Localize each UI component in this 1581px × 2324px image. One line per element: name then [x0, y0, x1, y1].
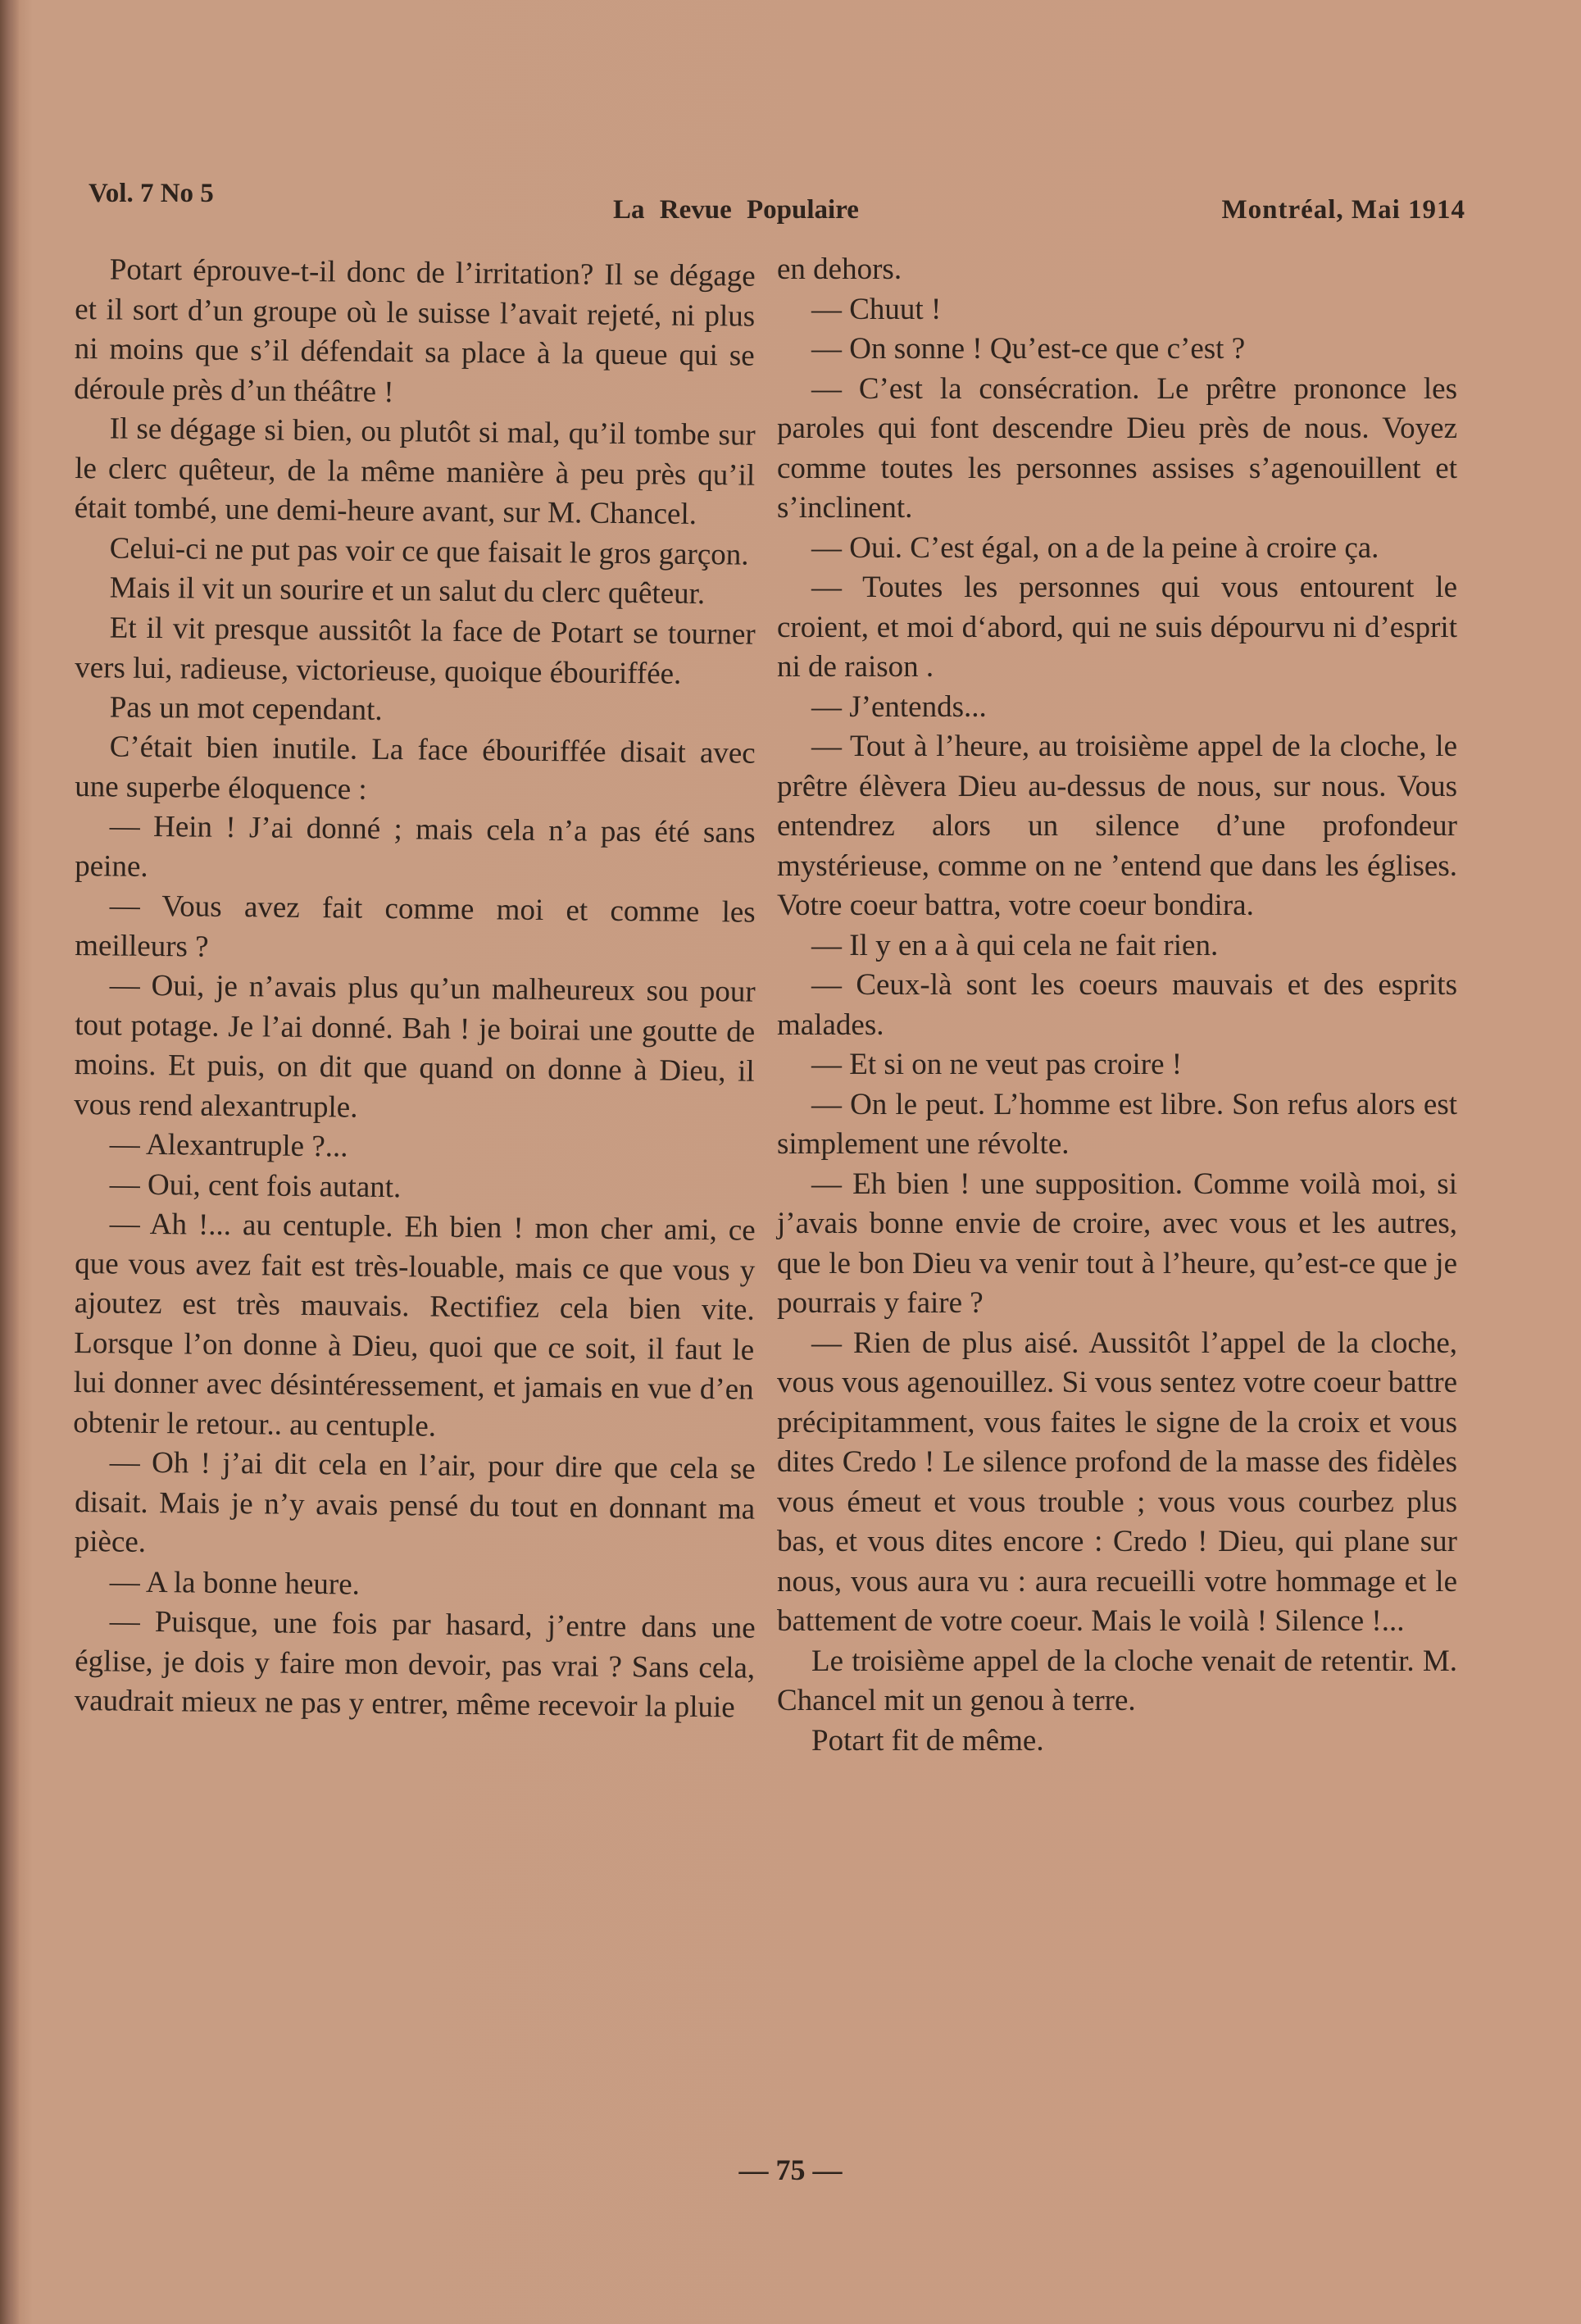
running-header — [89, 179, 1465, 228]
paragraph: Potart éprouve-t-il donc de l’irritation? Il se dégage et il sort d’un groupe où le suisse l’avait rejeté, ni plus ni moins que s’il défendait sa place à la queue qui se déroule près d’un théâtre ! — [74, 252, 756, 409]
paragraph-continuation: en dehors. — [777, 252, 902, 286]
paragraph: Celui-ci ne put pas voir ce que faisait le gros garçon. — [109, 530, 749, 572]
paragraph: — Ah !... au centuple. Eh bien ! mon cher ami, ce que vous avez fait est très-louable, mais ce que vous y ajoutez est très mauvais. Rectifiez cela bien vite. Lorsque l’on donne à Dieu, quoi que ce soit, il faut le lui donner avec désintéressement, et jamais en vue d’en obtenir le retour.. au centuple. — [72, 1207, 756, 1444]
paragraph: — A la bonne heure. — [109, 1564, 361, 1602]
paragraph: Et il vit presque aussitôt la face de Potart se tourner vers lui, radieuse, victorieuse, quoique ébouriffée. — [75, 610, 756, 690]
paragraph: — On sonne ! Qu’est-ce que c’est ? — [811, 332, 1246, 366]
paragraph: — Chuut ! — [811, 292, 942, 326]
paragraph: — Oui. C’est égal, on a de la peine à croire ça. — [811, 530, 1379, 565]
paragraph: — Vous avez fait comme moi et comme les meilleurs ? — [75, 889, 756, 964]
paragraph: — Oui, cent fois autant. — [109, 1167, 402, 1204]
paragraph: Potart fit de même. — [811, 1723, 1044, 1758]
paragraph: — Puisque, une fois par hasard, j’entre dans une église, je dois y faire mon devoir, pas vrai ? Sans cela, vaudrait mieux ne pas y entrer, même recevoir la pluie — [74, 1604, 756, 1725]
paragraph: — Oh ! j’ai dit cela en l’air, pour dire que cela se disait. Mais je n’y avais pensé du tout en donnant ma pièce. — [74, 1445, 756, 1559]
paragraph: C’était bien inutile. La face ébouriffée disait avec une superbe éloquence : — [75, 730, 756, 807]
page-number: — 75 — — [738, 2153, 843, 2186]
paragraph: — Tout à l’heure, au troisième appel de la cloche, le prêtre élèvera Dieu au-dessus de nous, sur nous. Vous entendrez alors un silence d’une profondeur mystérieuse, comme on ne ’entend que dans les églises. Votre coeur battra, votre coeur bondira. — [777, 730, 1457, 922]
paragraph: — Et si on ne veut pas croire ! — [811, 1048, 1183, 1081]
paragraph: — Ceux-là sont les coeurs mauvais et des esprits malades. — [777, 968, 1457, 1042]
publication-title: La Revue Populaire — [613, 195, 859, 225]
paragraph: — Hein ! J’ai donné ; mais cela n’a pas été sans peine. — [75, 809, 756, 884]
paragraph: — Oui, je n’avais plus qu’un malheureux sou pour tout potage. Je l’ai donné. Bah ! je boirai une goutte de moins. Et puis, on dit que quand on donne à Dieu, il vous rend alexantruple. — [74, 968, 756, 1125]
right-column — [777, 250, 1457, 1761]
paragraph: — Alexantruple ?... — [109, 1127, 348, 1164]
paragraph: — Eh bien ! une supposition. Comme voilà moi, si j’avais bonne envie de croire, avec vous et les autres, que le bon Dieu va venir tout à l’heure, qu’est-ce que je pourrais y faire ? — [777, 1167, 1457, 1320]
paragraph: Le troisième appel de la cloche venait de retentir. M. Chancel mit un genou à terre. — [777, 1644, 1457, 1717]
paragraph: — Rien de plus aisé. Aussitôt l’appel de la cloche, vous vous agenouillez. Si vous sentez votre coeur battre précipitamment, vous faites le signe de la croix et vous dites Credo ! Le silence profond de la masse des fidèles vous émeut et vous trouble ; vous vous courbez plus bas, et vous dites encore : Credo ! Dieu, qui plane sur nous, vous aura vu : aura recueilli votre hommage et le battement de votre coeur. Mais le voilà ! Silence !... — [777, 1326, 1457, 1638]
paragraph: Mais il vit un sourire et un salut du clerc quêteur. — [109, 571, 706, 612]
place-date: Montréal, Mai 1914 — [1221, 195, 1465, 225]
paragraph: — C’est la consécration. Le prêtre prononce les paroles qui font descendre Dieu près de nous. Voyez comme toutes les personnes assises s’agenouillent et s’inclinent. — [777, 371, 1457, 525]
paragraph: Il se dégage si bien, ou plutôt si mal, qu’il tombe sur le clerc quêteur, de la même manière à peu près qu’il était tombé, une demi-heure avant, sur M. Chancel. — [74, 412, 756, 531]
paragraph: — J’entends... — [811, 689, 987, 724]
left-column — [72, 250, 756, 1725]
paragraph: — Toutes les personnes qui vous entourent le croient, et moi d‘abord, qui ne suis dépourvu ni d’esprit ni de raison . — [777, 571, 1457, 684]
paragraph: Pas un mot cependant. — [109, 689, 383, 727]
paragraph: — On le peut. L’homme est libre. Son refus alors est simplement une révolte. — [777, 1087, 1457, 1161]
paragraph: — Il y en a à qui cela ne fait rien. — [811, 928, 1219, 962]
page-spine-shadow — [0, 0, 20, 2324]
volume-number: Vol. 7 No 5 — [89, 179, 214, 208]
